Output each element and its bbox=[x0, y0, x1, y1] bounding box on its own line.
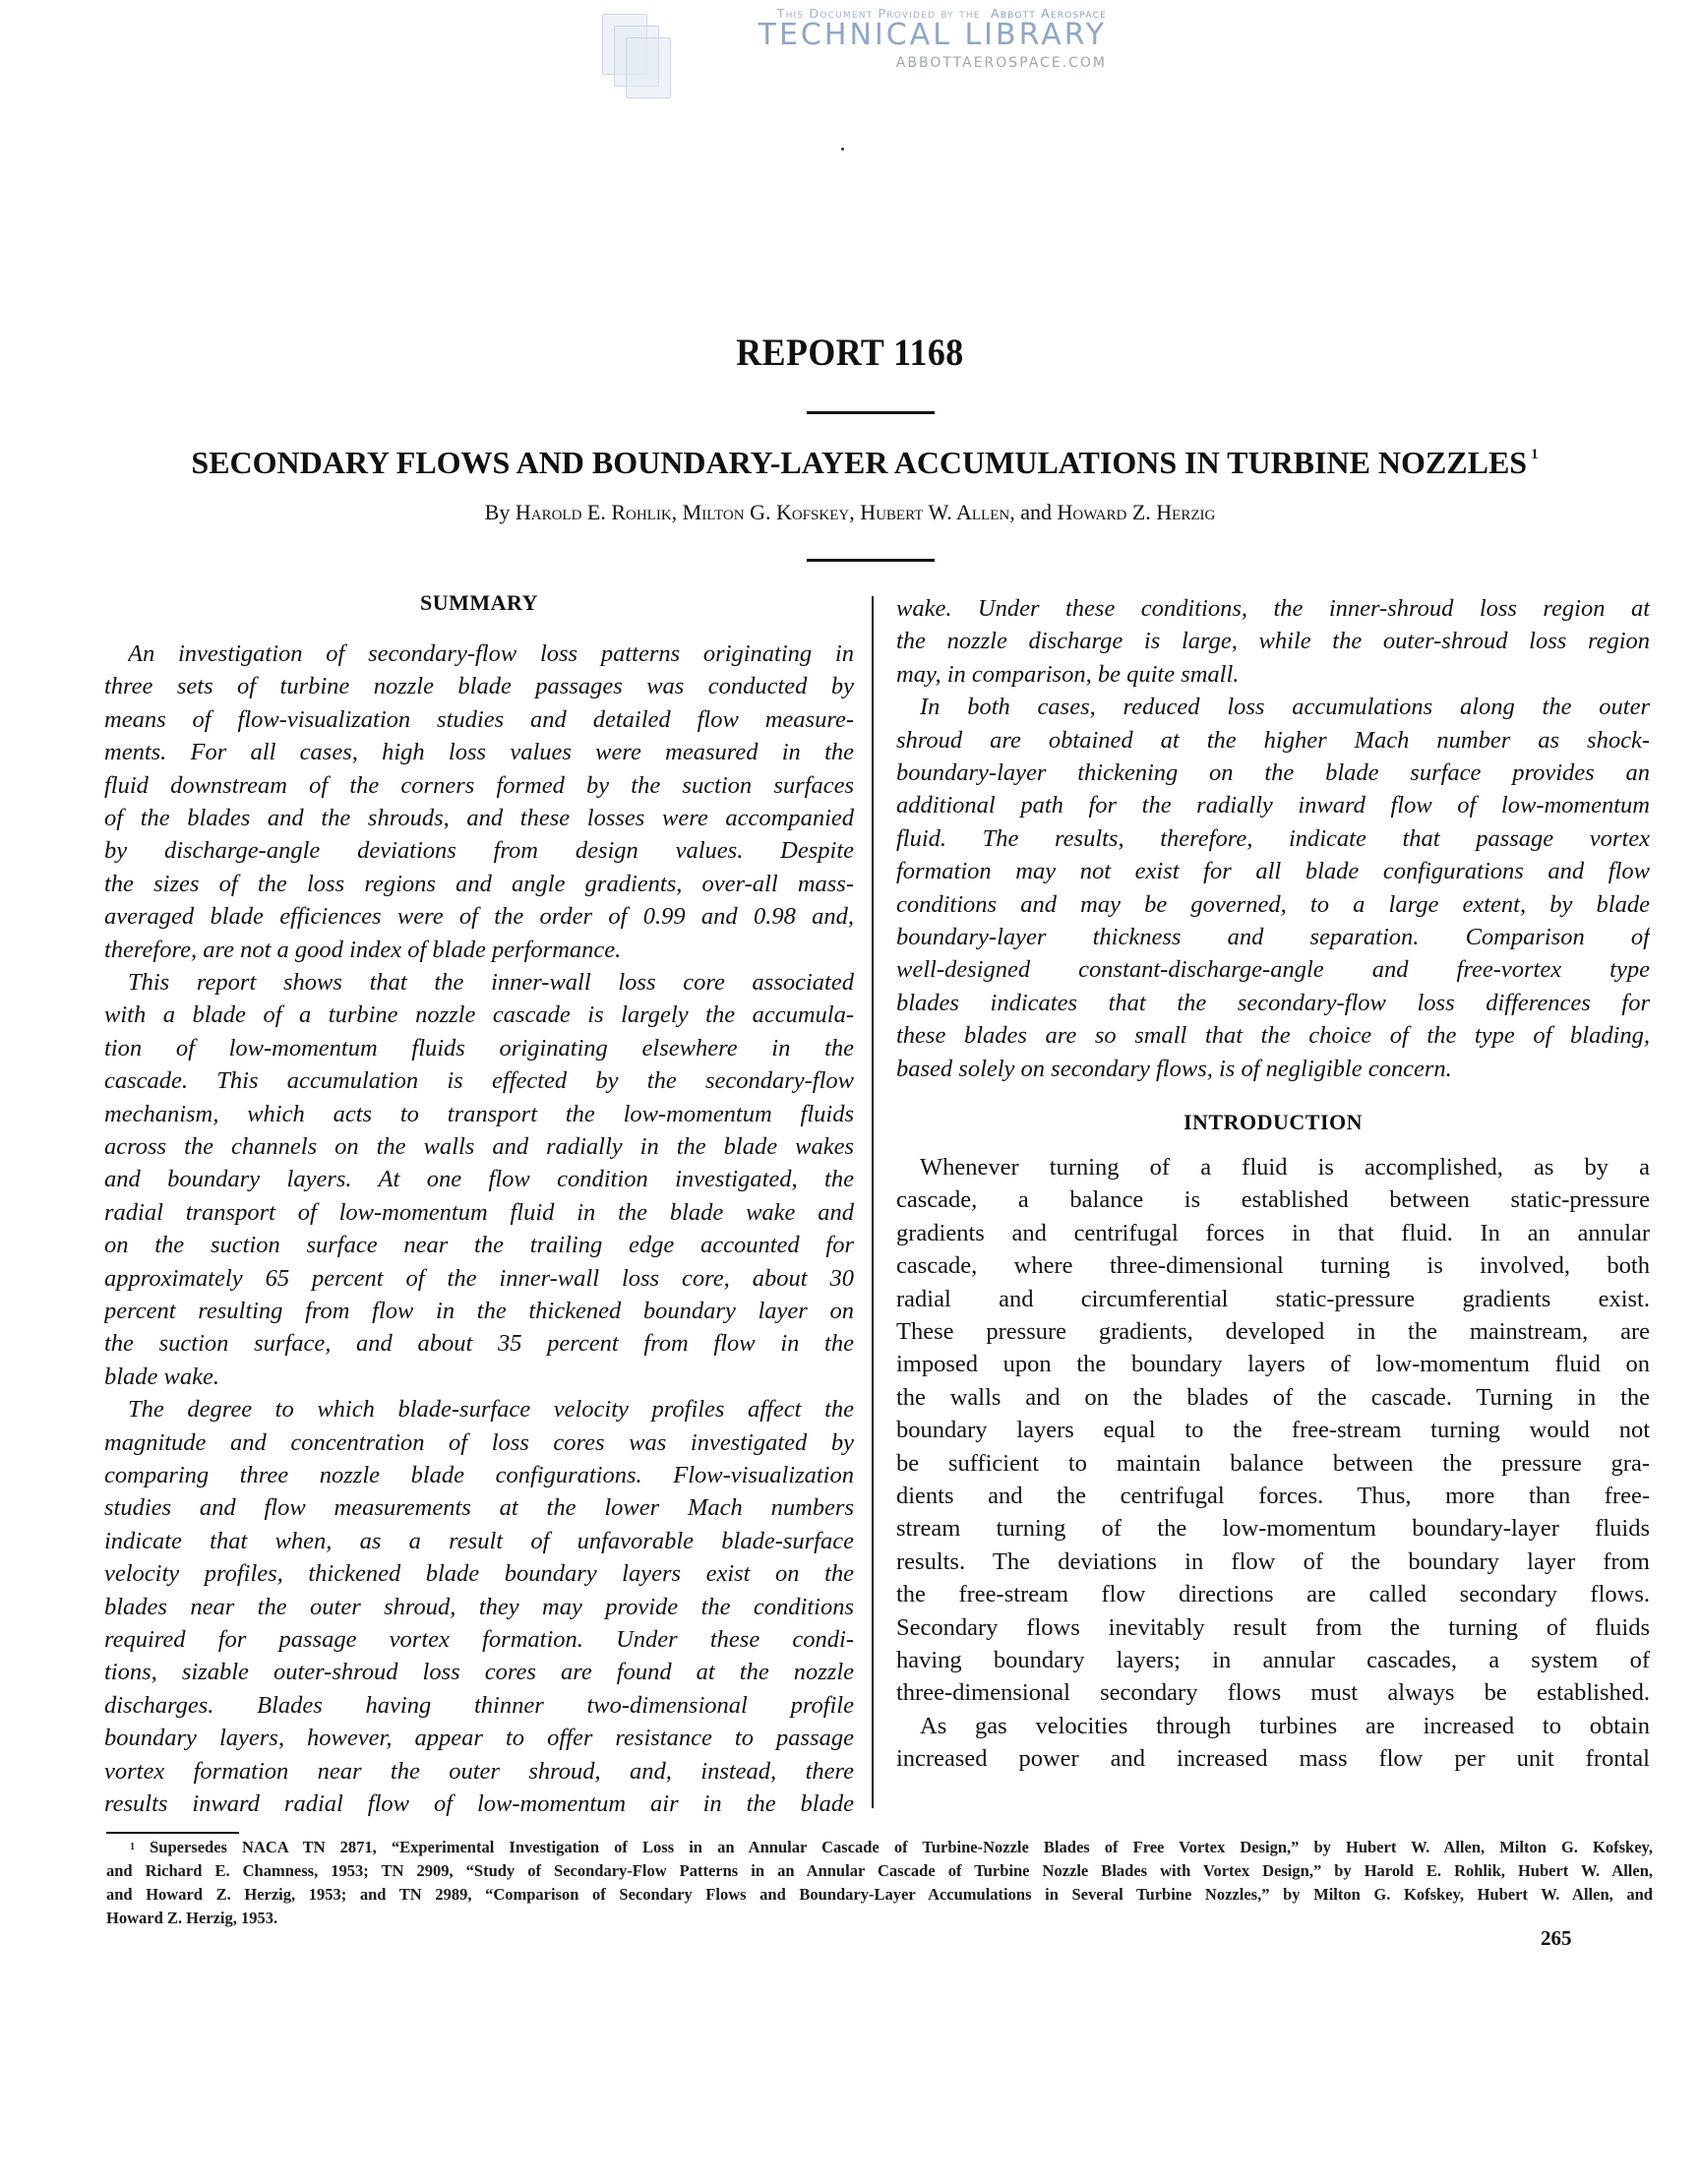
text-line: ments. For all cases, high loss values were measured in the bbox=[104, 739, 854, 766]
title-rule-bottom bbox=[807, 559, 935, 562]
author: Harold E. Rohlik bbox=[515, 500, 672, 524]
author: Howard Z. Herzig bbox=[1057, 500, 1216, 524]
watermark bbox=[0, 0, 1700, 79]
text-line: and boundary layers. At one flow condition investigated, the bbox=[104, 1166, 854, 1193]
text-line: the nozzle discharge is large, while the outer-shroud loss region bbox=[896, 628, 1650, 655]
text-line: cascade. This accumulation is effected by the secondary-flow bbox=[104, 1067, 854, 1095]
by-label: By bbox=[484, 500, 511, 524]
text-line: therefore, are not a good index of blade performance. bbox=[104, 936, 622, 963]
text-line: cascade, where three-dimensional turning is involved, both bbox=[896, 1252, 1650, 1280]
text-line: means of flow-visualization studies and detailed flow measure- bbox=[104, 705, 854, 733]
text-line: the suction surface, and about 35 percent from flow in the bbox=[104, 1330, 854, 1358]
watermark-brand: Abbott Aerospace bbox=[991, 6, 1107, 21]
text-line: stream turning of the low-momentum boundary-layer fluids bbox=[896, 1515, 1650, 1543]
footnote-rule bbox=[106, 1832, 239, 1834]
text-line: by discharge-angle deviations from design values. Despite bbox=[104, 837, 854, 865]
text-line: wake. Under these conditions, the inner-shroud loss region at bbox=[896, 595, 1650, 622]
text-line: magnitude and concentration of loss cores was investigated by bbox=[104, 1428, 854, 1456]
column-divider bbox=[872, 596, 874, 1808]
author-sep: , and bbox=[1009, 500, 1052, 524]
watermark-library-title: TECHNICAL LIBRARY bbox=[758, 18, 1107, 52]
text-line: The degree to which blade-surface velocity profiles affect the bbox=[128, 1396, 854, 1424]
text-line: comparing three nozzle blade configurations. Flow-visualization bbox=[104, 1462, 854, 1488]
text-line: across the channels on the walls and radially in the blade wakes bbox=[104, 1133, 854, 1160]
text-line: three sets of turbine nozzle blade passages was conducted by bbox=[104, 673, 854, 700]
text-line: boundary-layer thickness and separation. Comparison of bbox=[896, 924, 1650, 950]
text-line: dients and the centrifugal forces. Thus, more than free- bbox=[896, 1483, 1650, 1509]
footnote-line bbox=[130, 1838, 1653, 1859]
text-line: fluid downstream of the corners formed by the suction surfaces bbox=[104, 771, 854, 799]
text-line: on the suction surface near the trailing edge accounted for bbox=[104, 1232, 854, 1259]
text-line: based solely on secondary flows, is of negligible concern. bbox=[896, 1055, 1452, 1082]
text-line: fluid. The results, therefore, indicate that passage vortex bbox=[896, 824, 1650, 852]
text-line: cascade, a balance is established between static-pressure bbox=[896, 1186, 1650, 1214]
text-line: As gas velocities through turbines are increased to obtain bbox=[920, 1712, 1650, 1739]
watermark-url: ABBOTTAEROSPACE.COM bbox=[895, 55, 1107, 71]
text-line: these blades are so small that the choice of the type of blading, bbox=[896, 1022, 1650, 1050]
text-line: Secondary flows inevitably result from the turning of fluids bbox=[896, 1613, 1650, 1641]
text-line: percent resulting from flow in the thickened boundary layer on bbox=[104, 1298, 854, 1324]
text-line: blades indicates that the secondary-flow loss differences for bbox=[896, 989, 1650, 1016]
text-line: Whenever turning of a fluid is accomplished, as by a bbox=[920, 1154, 1650, 1181]
text-line: conditions and may be governed, to a large extent, by blade bbox=[896, 890, 1650, 918]
text-line: blades near the outer shroud, they may provide the conditions bbox=[104, 1593, 854, 1620]
text-line: In both cases, reduced loss accumulations along the outer bbox=[920, 694, 1650, 721]
author-sep: , bbox=[849, 500, 855, 524]
footnote-mark: 1 bbox=[130, 1842, 135, 1852]
text-line: imposed upon the boundary layers of low-momentum fluid on bbox=[896, 1351, 1650, 1378]
footnote-line: and Howard Z. Herzig, 1953; and TN 2989, “Comparison of Secondary Flows and Boundary-Layer Accumulations in Several Turbine Nozzles,” by Milton G. Kofskey, Hubert W. Allen, and bbox=[106, 1885, 1653, 1904]
text-line: boundary-layer thickening on the blade surface provides an bbox=[896, 759, 1650, 786]
page-number: 265 bbox=[1541, 1926, 1572, 1950]
text-line: This report shows that the inner-wall loss core associated bbox=[128, 969, 854, 996]
text-line: of the blades and the shrouds, and these losses were accompanied bbox=[104, 805, 854, 831]
text-line: additional path for the radially inward flow of low-momentum bbox=[896, 792, 1650, 819]
text-line: the free-stream flow directions are called secondary flows. bbox=[896, 1581, 1650, 1608]
report-number: REPORT 1168 bbox=[736, 332, 964, 374]
text-line: with a blade of a turbine nozzle cascade is largely the accumula- bbox=[104, 1001, 854, 1029]
footnote-line: Howard Z. Herzig, 1953. bbox=[106, 1909, 278, 1927]
footnote-text: Supersedes NACA TN 2871, “Experimental Investigation of Loss in an Annular Cascade of Turbine-Nozzle Blades of Free Vortex Design,” by Hubert W. Allen, Milton G. Kofskey, bbox=[135, 1838, 1653, 1856]
paper-title bbox=[132, 445, 1598, 481]
text-line: blade wake. bbox=[104, 1363, 220, 1390]
text-line: the walls and on the blades of the cascade. Turning in the bbox=[896, 1383, 1650, 1411]
title-rule-top bbox=[807, 411, 935, 414]
title-footnote-mark[interactable]: 1 bbox=[1531, 447, 1539, 462]
text-line: velocity profiles, thickened blade boundary layers exist on the bbox=[104, 1560, 854, 1588]
text-line: formation may not exist for all blade configurations and flow bbox=[896, 858, 1650, 885]
text-line: three-dimensional secondary flows must always be established. bbox=[896, 1679, 1650, 1707]
text-line: tion of low-momentum fluids originating elsewhere in the bbox=[104, 1034, 854, 1062]
text-line: vortex formation near the outer shroud, and, instead, there bbox=[104, 1757, 854, 1785]
text-line: studies and flow measurements at the lower Mach numbers bbox=[104, 1494, 854, 1522]
text-line: approximately 65 percent of the inner-wall loss core, about 30 bbox=[104, 1264, 854, 1292]
text-line: may, in comparison, be quite small. bbox=[896, 660, 1240, 688]
watermark-provided-text: This Document Provided by the bbox=[776, 6, 981, 21]
text-line: results. The deviations in flow of the boundary layer from bbox=[896, 1547, 1650, 1575]
text-line: radial and circumferential static-pressure gradients exist. bbox=[896, 1285, 1650, 1312]
text-line: having boundary layers; in annular cascades, a system of bbox=[896, 1647, 1650, 1673]
footnote-line: and Richard E. Chamness, 1953; TN 2909, “Study of Secondary-Flow Patterns in an Annular Cascade of Turbine Nozzle Blades with Vortex Design,” by Harold E. Rohlik, Hubert W. Allen, bbox=[106, 1861, 1653, 1880]
author: Milton G. Kofskey bbox=[682, 500, 850, 524]
author-line bbox=[0, 500, 1700, 525]
text-line: well-designed constant-discharge-angle and free-vortex type bbox=[896, 956, 1650, 984]
text-line: mechanism, which acts to transport the low-momentum fluids bbox=[104, 1100, 854, 1127]
author: Hubert W. Allen bbox=[860, 500, 1010, 524]
text-line: An investigation of secondary-flow loss patterns originating in bbox=[128, 640, 854, 667]
summary-heading: SUMMARY bbox=[419, 590, 539, 615]
text-line: shroud are obtained at the higher Mach number as shock- bbox=[896, 726, 1650, 754]
text-line: required for passage vortex formation. Under these condi- bbox=[104, 1626, 854, 1653]
text-line: the sizes of the loss regions and angle gradients, over-all mass- bbox=[104, 870, 854, 897]
text-line: radial transport of low-momentum fluid in the blade wake and bbox=[104, 1198, 854, 1226]
scan-speck bbox=[841, 148, 844, 151]
text-line: tions, sizable outer-shroud loss cores are found at the nozzle bbox=[104, 1659, 854, 1686]
text-line: averaged blade efficiences were of the order of 0.99 and 0.98 and, bbox=[104, 903, 854, 931]
paper-title-text: SECONDARY FLOWS AND BOUNDARY-LAYER ACCUMULATIONS IN TURBINE NOZZLES bbox=[191, 445, 1528, 480]
text-line: discharges. Blades having thinner two-dimensional profile bbox=[104, 1691, 854, 1719]
text-line: These pressure gradients, developed in the mainstream, are bbox=[896, 1318, 1650, 1345]
text-line: gradients and centrifugal forces in that fluid. In an annular bbox=[896, 1219, 1650, 1246]
text-line: increased power and increased mass flow per unit frontal bbox=[896, 1745, 1650, 1773]
text-line: indicate that when, as a result of unfavorable blade-surface bbox=[104, 1527, 854, 1554]
text-line: be sufficient to maintain balance between the pressure gra- bbox=[896, 1449, 1650, 1477]
introduction-heading: INTRODUCTION bbox=[1183, 1110, 1364, 1134]
text-line: boundary layers, however, appear to offer resistance to passage bbox=[104, 1725, 854, 1752]
text-line: results inward radial flow of low-momentum air in the blade bbox=[104, 1790, 854, 1817]
text-line: boundary layers equal to the free-stream turning would not bbox=[896, 1417, 1650, 1444]
author-sep: , bbox=[671, 500, 678, 524]
